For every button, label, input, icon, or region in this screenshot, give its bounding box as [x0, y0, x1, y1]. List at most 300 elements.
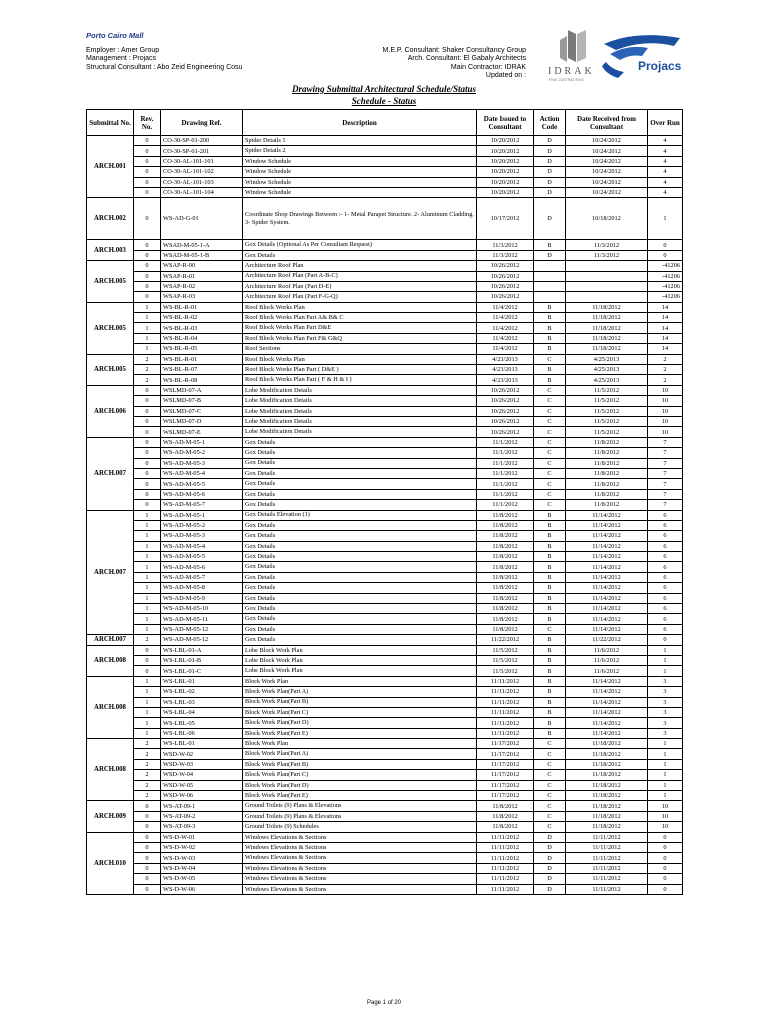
date-issued-cell: 11/8/2012: [477, 531, 534, 541]
date-received-cell: 11/8/2012: [566, 437, 648, 447]
description-cell: Window Schedule: [243, 167, 477, 177]
drawing-ref-cell: WS-LBL-01: [161, 739, 243, 749]
drawing-ref-cell: WS-LBL-03: [161, 697, 243, 707]
over-run-cell: 10: [648, 385, 683, 395]
date-issued-cell: 11/4/2012: [477, 302, 534, 312]
drawing-ref-cell: WS-LBL-01: [161, 676, 243, 686]
drawing-ref-cell: WS-LBL-05: [161, 718, 243, 728]
drawing-ref-cell: WS-AT-09-3: [161, 822, 243, 832]
submittal-no-cell: ARCH.009: [87, 801, 134, 832]
col-header-over-run: Over Run: [648, 110, 683, 136]
date-issued-cell: 11/17/2012: [477, 749, 534, 759]
drawing-ref-cell: WS-AT-09-2: [161, 811, 243, 821]
description-cell: Gox Details: [243, 479, 477, 489]
drawing-ref-cell: WSD-W-06: [161, 791, 243, 801]
description-cell: Block Work Plan(Part A): [243, 749, 477, 759]
col-header-description: Description: [243, 110, 477, 136]
date-received-cell: 11/3/2012: [566, 240, 648, 250]
table-row: [87, 728, 683, 738]
date-issued-cell: 10/17/2012: [477, 198, 534, 240]
date-received-cell: 10/24/2012: [566, 156, 648, 166]
rev-cell: 1: [134, 728, 161, 738]
rev-cell: 2: [134, 770, 161, 780]
description-cell: Roof Block Works Plan Part D&E: [243, 323, 477, 333]
action-code-cell: C: [534, 468, 566, 478]
action-code-cell: D: [534, 853, 566, 863]
rev-cell: 1: [134, 624, 161, 634]
date-issued-cell: 11/5/2012: [477, 655, 534, 665]
date-received-cell: 11/5/2012: [566, 427, 648, 437]
over-run-cell: 14: [648, 313, 683, 323]
drawing-ref-cell: WS-BL-R-03: [161, 323, 243, 333]
date-issued-cell: 11/8/2012: [477, 604, 534, 614]
rev-cell: 0: [134, 198, 161, 240]
drawing-ref-cell: WS-AD-M-05-8: [161, 583, 243, 593]
description-cell: Block Work Plan: [243, 676, 477, 686]
rev-cell: 0: [134, 822, 161, 832]
date-issued-cell: 11/3/2012: [477, 250, 534, 260]
rev-cell: 1: [134, 552, 161, 562]
over-run-cell: 4: [648, 167, 683, 177]
rev-cell: 2: [134, 759, 161, 769]
date-issued-cell: 11/4/2012: [477, 323, 534, 333]
action-code-cell: C: [534, 427, 566, 437]
action-code-cell: D: [534, 863, 566, 873]
date-received-cell: 11/14/2012: [566, 520, 648, 530]
over-run-cell: 4: [648, 187, 683, 197]
date-received-cell: 11/14/2012: [566, 510, 648, 520]
over-run-cell: 10: [648, 801, 683, 811]
rev-cell: 1: [134, 583, 161, 593]
over-run-cell: 0: [648, 832, 683, 842]
date-received-cell: 11/14/2012: [566, 676, 648, 686]
over-run-cell: 1: [648, 645, 683, 655]
date-received-cell: 11/14/2012: [566, 562, 648, 572]
description-cell: Gox Details: [243, 572, 477, 582]
date-issued-cell: 11/8/2012: [477, 811, 534, 821]
description-cell: Roof Block Works Plan: [243, 302, 477, 312]
description-cell: Window Schedule: [243, 187, 477, 197]
over-run-cell: 6: [648, 531, 683, 541]
drawing-ref-cell: WS-AD-M-05-11: [161, 614, 243, 624]
date-issued-cell: 11/8/2012: [477, 614, 534, 624]
rev-cell: 2: [134, 791, 161, 801]
date-issued-cell: 11/17/2012: [477, 739, 534, 749]
over-run-cell: 4: [648, 146, 683, 156]
table-row: [87, 250, 683, 260]
date-issued-cell: 10/20/2012: [477, 187, 534, 197]
idrak-logo-text: IDRAK: [548, 66, 595, 77]
action-code-cell: B: [534, 344, 566, 354]
drawing-ref-cell: WS-LBL-02: [161, 687, 243, 697]
drawing-ref-cell: WS-BL-R-01: [161, 302, 243, 312]
table-row: [87, 479, 683, 489]
table-row: [87, 198, 683, 240]
rev-cell: 2: [134, 354, 161, 364]
date-issued-cell: 10/26/2012: [477, 292, 534, 302]
rev-cell: 2: [134, 375, 161, 385]
description-cell: Block Work Plan: [243, 739, 477, 749]
date-issued-cell: 11/8/2012: [477, 801, 534, 811]
over-run-cell: 6: [648, 541, 683, 551]
table-row: [87, 489, 683, 499]
description-cell: Architecture Roof Plan: [243, 261, 477, 271]
over-run-cell: 4: [648, 156, 683, 166]
rev-cell: 0: [134, 843, 161, 853]
drawing-ref-cell: CO-30-SP-01-201: [161, 146, 243, 156]
action-code-cell: D: [534, 177, 566, 187]
drawing-ref-cell: WS-LBL-04: [161, 707, 243, 717]
date-received-cell: [566, 261, 648, 271]
description-cell: Block Work Plan(Part D): [243, 780, 477, 790]
rev-cell: 1: [134, 687, 161, 697]
action-code-cell: D: [534, 874, 566, 884]
table-row: [87, 187, 683, 197]
table-row: [87, 635, 683, 645]
over-run-cell: 3: [648, 676, 683, 686]
date-issued-cell: 11/11/2012: [477, 843, 534, 853]
description-cell: Block Work Plan(Part D): [243, 718, 477, 728]
date-issued-cell: 10/26/2012: [477, 396, 534, 406]
description-cell: Gox Details: [243, 250, 477, 260]
table-row: [87, 604, 683, 614]
management-line: Management : Projacs: [86, 55, 157, 63]
description-cell: Gox Details: [243, 531, 477, 541]
rev-cell: 0: [134, 385, 161, 395]
table-row: [87, 375, 683, 385]
action-code-cell: C: [534, 396, 566, 406]
submittal-no-cell: ARCH.008: [87, 645, 134, 676]
date-received-cell: 11/11/2012: [566, 832, 648, 842]
description-cell: Spider Details 1: [243, 136, 477, 146]
table-row: [87, 396, 683, 406]
drawing-ref-cell: WS-AD-M-05-1: [161, 437, 243, 447]
submittal-no-cell: ARCH.002: [87, 198, 134, 240]
col-header-date-received: Date Received from Consultant: [566, 110, 648, 136]
description-cell: Block Work Plan(Part B): [243, 697, 477, 707]
date-issued-cell: 11/1/2012: [477, 500, 534, 510]
date-issued-cell: 11/4/2012: [477, 344, 534, 354]
date-received-cell: 11/8/2012: [566, 489, 648, 499]
drawing-ref-cell: CO-30-AL-101-101: [161, 156, 243, 166]
date-issued-cell: 11/8/2012: [477, 520, 534, 530]
date-received-cell: 11/14/2012: [566, 707, 648, 717]
drawing-ref-cell: CO-30-AL-101-102: [161, 167, 243, 177]
rev-cell: 0: [134, 437, 161, 447]
description-cell: Window Schedule: [243, 177, 477, 187]
drawing-ref-cell: WS-BL-R-02: [161, 313, 243, 323]
action-code-cell: C: [534, 406, 566, 416]
action-code-cell: C: [534, 822, 566, 832]
action-code-cell: C: [534, 479, 566, 489]
description-cell: Windows Elevations & Sections: [243, 853, 477, 863]
action-code-cell: B: [534, 718, 566, 728]
over-run-cell: 10: [648, 822, 683, 832]
date-issued-cell: 10/26/2012: [477, 281, 534, 291]
drawing-ref-cell: WS-AD-M-05-4: [161, 468, 243, 478]
rev-cell: 0: [134, 427, 161, 437]
date-received-cell: 4/25/2013: [566, 375, 648, 385]
over-run-cell: 6: [648, 593, 683, 603]
action-code-cell: B: [534, 313, 566, 323]
table-row: [87, 323, 683, 333]
action-code-cell: B: [534, 655, 566, 665]
header-left-info: [86, 47, 242, 72]
over-run-cell: 0: [648, 240, 683, 250]
main-contractor-line: Main Contractor: IDRAK: [450, 63, 526, 71]
action-code-cell: B: [534, 707, 566, 717]
rev-cell: 0: [134, 146, 161, 156]
over-run-cell: 1: [648, 759, 683, 769]
table-row: [87, 562, 683, 572]
table-row: [87, 240, 683, 250]
description-cell: Lobe Modification Details: [243, 427, 477, 437]
date-issued-cell: 11/17/2012: [477, 770, 534, 780]
date-issued-cell: 11/1/2012: [477, 437, 534, 447]
date-received-cell: 11/6/2012: [566, 645, 648, 655]
rev-cell: 1: [134, 531, 161, 541]
date-received-cell: 11/6/2012: [566, 666, 648, 676]
date-received-cell: 11/18/2012: [566, 749, 648, 759]
date-issued-cell: 11/8/2012: [477, 822, 534, 832]
date-received-cell: 10/24/2012: [566, 136, 648, 146]
date-issued-cell: 11/22/2012: [477, 635, 534, 645]
drawing-ref-cell: WSLMD-07-C: [161, 406, 243, 416]
date-received-cell: 10/24/2012: [566, 167, 648, 177]
rev-cell: 0: [134, 884, 161, 894]
over-run-cell: 10: [648, 427, 683, 437]
description-cell: Windows Elevations & Sections: [243, 832, 477, 842]
over-run-cell: 3: [648, 728, 683, 738]
description-cell: Windows Elevations & Sections: [243, 843, 477, 853]
table-row: [87, 468, 683, 478]
rev-cell: 2: [134, 739, 161, 749]
description-cell: Architecture Roof Plan (Part D-E): [243, 281, 477, 291]
description-cell: Lobe Block Work Plan: [243, 655, 477, 665]
action-code-cell: B: [534, 572, 566, 582]
date-received-cell: 11/18/2012: [566, 791, 648, 801]
idrak-logo-subtext: FINE CONTRACTING: [549, 78, 584, 82]
rev-cell: 0: [134, 416, 161, 426]
rev-cell: 0: [134, 863, 161, 873]
date-received-cell: 11/18/2012: [566, 811, 648, 821]
date-issued-cell: 11/11/2012: [477, 687, 534, 697]
date-received-cell: 11/18/2012: [566, 313, 648, 323]
table-row: [87, 167, 683, 177]
action-code-cell: B: [534, 520, 566, 530]
submittal-no-cell: ARCH.007: [87, 635, 134, 645]
action-code-cell: D: [534, 146, 566, 156]
drawing-ref-cell: CO-30-SP-01-200: [161, 136, 243, 146]
date-received-cell: 11/18/2012: [566, 323, 648, 333]
action-code-cell: B: [534, 614, 566, 624]
over-run-cell: -41206: [648, 292, 683, 302]
date-issued-cell: 11/17/2012: [477, 759, 534, 769]
drawing-ref-cell: WS-LBL-06: [161, 728, 243, 738]
drawing-ref-cell: WS-LBL-01-C: [161, 666, 243, 676]
rev-cell: 0: [134, 666, 161, 676]
drawing-ref-cell: CO-30-AL-101-104: [161, 187, 243, 197]
action-code-cell: B: [534, 240, 566, 250]
over-run-cell: 1: [648, 749, 683, 759]
rev-cell: 1: [134, 604, 161, 614]
rev-cell: 0: [134, 458, 161, 468]
description-cell: Window Schedule: [243, 156, 477, 166]
date-issued-cell: 11/8/2012: [477, 562, 534, 572]
drawing-ref-cell: WSLMD-07-B: [161, 396, 243, 406]
structural-consultant-line: Structural Consultant : Abo Zeid Engineering Cosu: [86, 63, 243, 71]
table-row: [87, 261, 683, 271]
date-received-cell: 11/14/2012: [566, 593, 648, 603]
table-header-row: [87, 110, 683, 136]
table-row: [87, 791, 683, 801]
rev-cell: 0: [134, 250, 161, 260]
rev-cell: 1: [134, 707, 161, 717]
description-cell: Lobe Block Work Plan: [243, 645, 477, 655]
description-cell: Gox Details: [243, 458, 477, 468]
action-code-cell: B: [534, 531, 566, 541]
over-run-cell: -41206: [648, 281, 683, 291]
action-code-cell: C: [534, 448, 566, 458]
description-cell: Gox Details Elevation (1): [243, 510, 477, 520]
drawing-ref-cell: WSAD-M-05-1-A: [161, 240, 243, 250]
table-row: [87, 583, 683, 593]
action-code-cell: [534, 292, 566, 302]
rev-cell: 2: [134, 749, 161, 759]
rev-cell: 0: [134, 874, 161, 884]
table-row: [87, 843, 683, 853]
date-received-cell: 11/14/2012: [566, 697, 648, 707]
over-run-cell: 6: [648, 562, 683, 572]
action-code-cell: B: [534, 593, 566, 603]
description-cell: Roof Block Works Plan Part ( D&E ): [243, 365, 477, 375]
schedule-table: [86, 109, 683, 895]
over-run-cell: 14: [648, 333, 683, 343]
rev-cell: 0: [134, 479, 161, 489]
table-row: [87, 676, 683, 686]
date-received-cell: 11/8/2012: [566, 479, 648, 489]
drawing-ref-cell: WSAP-R-02: [161, 281, 243, 291]
description-cell: Gox Details: [243, 624, 477, 634]
drawing-ref-cell: WS-AD-M-05-2: [161, 448, 243, 458]
table-row: [87, 541, 683, 551]
over-run-cell: 3: [648, 707, 683, 717]
drawing-ref-cell: WS-AD-M-05-2: [161, 520, 243, 530]
action-code-cell: C: [534, 791, 566, 801]
date-issued-cell: 11/1/2012: [477, 448, 534, 458]
over-run-cell: 6: [648, 510, 683, 520]
updated-on-line: Updated on :: [485, 71, 526, 79]
col-header-drawing-ref: Drawing Ref.: [161, 110, 243, 136]
description-cell: Block Work Plan(Part C): [243, 707, 477, 717]
date-issued-cell: 10/26/2012: [477, 261, 534, 271]
drawing-ref-cell: WS-BL-R-05: [161, 344, 243, 354]
drawing-ref-cell: WS-AD-M-05-1: [161, 510, 243, 520]
page-number: Page 1 of 20: [366, 1000, 402, 1006]
table-row: [87, 437, 683, 447]
over-run-cell: -41206: [648, 261, 683, 271]
rev-cell: 0: [134, 811, 161, 821]
over-run-cell: 7: [648, 458, 683, 468]
over-run-cell: 6: [648, 604, 683, 614]
description-cell: Gox Details: [243, 520, 477, 530]
action-code-cell: B: [534, 552, 566, 562]
table-row: [87, 302, 683, 312]
date-issued-cell: 11/3/2012: [477, 240, 534, 250]
rev-cell: 0: [134, 281, 161, 291]
date-received-cell: 11/14/2012: [566, 604, 648, 614]
date-received-cell: 11/18/2012: [566, 822, 648, 832]
description-cell: Windows Elevations & Sections: [243, 874, 477, 884]
description-cell: Lobe Modification Details: [243, 385, 477, 395]
over-run-cell: 1: [648, 791, 683, 801]
action-code-cell: B: [534, 375, 566, 385]
drawing-ref-cell: WS-LBL-01-B: [161, 655, 243, 665]
date-received-cell: 11/14/2012: [566, 687, 648, 697]
drawing-ref-cell: WS-BL-R-08: [161, 375, 243, 385]
action-code-cell: C: [534, 624, 566, 634]
table-row: [87, 655, 683, 665]
drawing-ref-cell: WS-AD-M-05-3: [161, 531, 243, 541]
action-code-cell: C: [534, 500, 566, 510]
table-row: [87, 614, 683, 624]
rev-cell: 0: [134, 156, 161, 166]
action-code-cell: D: [534, 167, 566, 177]
table-row: [87, 739, 683, 749]
action-code-cell: B: [534, 510, 566, 520]
table-row: [87, 281, 683, 291]
drawing-ref-cell: WS-D-W-05: [161, 874, 243, 884]
over-run-cell: 6: [648, 520, 683, 530]
over-run-cell: 10: [648, 406, 683, 416]
table-row: [87, 416, 683, 426]
date-issued-cell: 10/26/2012: [477, 385, 534, 395]
action-code-cell: C: [534, 489, 566, 499]
rev-cell: 1: [134, 323, 161, 333]
over-run-cell: 6: [648, 624, 683, 634]
submittal-no-cell: ARCH.008: [87, 676, 134, 738]
date-received-cell: 11/5/2012: [566, 396, 648, 406]
rev-cell: 1: [134, 510, 161, 520]
submittal-no-cell: ARCH.003: [87, 240, 134, 261]
action-code-cell: C: [534, 739, 566, 749]
date-issued-cell: 10/20/2012: [477, 146, 534, 156]
date-issued-cell: 11/11/2012: [477, 832, 534, 842]
action-code-cell: B: [534, 365, 566, 375]
rev-cell: 0: [134, 292, 161, 302]
date-received-cell: 4/25/2013: [566, 365, 648, 375]
date-issued-cell: 11/8/2012: [477, 552, 534, 562]
drawing-ref-cell: WSAP-R-01: [161, 271, 243, 281]
over-run-cell: 1: [648, 198, 683, 240]
date-issued-cell: 11/17/2012: [477, 791, 534, 801]
drawing-ref-cell: WS-D-W-03: [161, 853, 243, 863]
col-header-action-code: Action Code: [534, 110, 566, 136]
description-cell: Gox Details: [243, 448, 477, 458]
table-row: [87, 344, 683, 354]
rev-cell: 1: [134, 718, 161, 728]
table-row: [87, 645, 683, 655]
document-subtitle: Schedule - Status: [351, 96, 417, 106]
rev-cell: 1: [134, 676, 161, 686]
over-run-cell: 0: [648, 843, 683, 853]
rev-cell: 1: [134, 697, 161, 707]
over-run-cell: 3: [648, 718, 683, 728]
table-row: [87, 458, 683, 468]
date-received-cell: 11/18/2012: [566, 302, 648, 312]
action-code-cell: D: [534, 832, 566, 842]
rev-cell: 0: [134, 177, 161, 187]
